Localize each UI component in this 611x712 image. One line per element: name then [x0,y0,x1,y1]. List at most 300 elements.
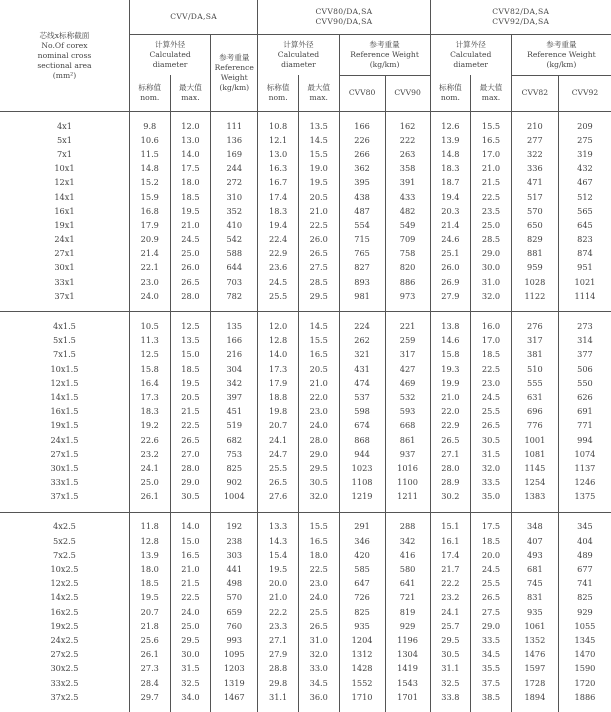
cell-value: 1254 [511,476,558,490]
cell-value: 34.5 [298,676,339,690]
cell-value: 30.5 [170,490,211,504]
cell-value: 644 [211,261,258,275]
cell-value: 17.9 [129,218,170,232]
row-label: 14x2.5 [0,591,129,605]
row-label: 7x1 [0,147,129,161]
cell-value: 352 [211,204,258,218]
cell-value: 512 [558,190,611,204]
ref-weight-label: 参考重量 [546,40,576,49]
cell-value: 32.5 [170,676,211,690]
cell-value: 1319 [211,676,258,690]
cell-value: 31.0 [298,633,339,647]
cell-value: 19.5 [170,376,211,390]
table-row [0,261,611,275]
cell-value: 24.1 [258,433,299,447]
spacer-cell [339,504,385,513]
cell-value: 26.5 [170,275,211,289]
core-section-label: 芯线x标称截面 [40,31,90,40]
cell-value: 1016 [385,461,430,475]
cell-value: 32.5 [430,676,471,690]
cell-value: 404 [558,534,611,548]
cell-value: 25.5 [258,461,299,475]
cell-value: 17.3 [129,390,170,404]
row-label: 24x2.5 [0,633,129,647]
cell-value: 30.5 [430,648,471,662]
row-label: 27x1.5 [0,447,129,461]
cell-value: 32.0 [298,490,339,504]
spacer-cell [471,112,512,120]
section-spacer [0,303,611,312]
row-label: 19x1.5 [0,419,129,433]
spacer-cell [339,112,385,120]
cell-value: 18.0 [298,548,339,562]
cell-value: 33.8 [430,690,471,704]
cell-value: 21.0 [258,591,299,605]
cell-value: 1383 [511,490,558,504]
cell-value: 659 [211,605,258,619]
cell-value: 432 [558,162,611,176]
cell-value: 17.0 [471,147,512,161]
row-label: 19x1 [0,218,129,232]
cell-value: 1246 [558,476,611,490]
cell-value: 28.4 [129,676,170,690]
cell-value: 23.5 [471,204,512,218]
spacer-cell [298,112,339,120]
cell-value: 210 [511,119,558,133]
cell-value: 580 [385,562,430,576]
spacer-cell [558,504,611,513]
spacer-cell [385,303,430,312]
cell-value: 517 [511,190,558,204]
cell-value: 825 [339,605,385,619]
cell-value: 26.5 [170,433,211,447]
cell-value: 24.5 [170,233,211,247]
cell-value: 13.5 [170,334,211,348]
cell-value: 668 [385,419,430,433]
cell-value: 14.8 [129,162,170,176]
row-label: 16x2.5 [0,605,129,619]
cell-value: 1428 [339,662,385,676]
cell-value: 22.2 [430,577,471,591]
cell-value: 20.5 [298,190,339,204]
group-title: CVV92/DA,SA [492,17,549,26]
cell-value: 22.5 [471,190,512,204]
cell-value: 29.0 [471,619,512,633]
cell-value: 1108 [339,476,385,490]
section-spacer [0,112,611,120]
ref-weight-label: Reference Weight [527,50,596,59]
cell-value: 438 [339,190,385,204]
sub-col-header [339,75,385,112]
row-label: 4x1 [0,119,129,133]
cell-value: 28.9 [430,476,471,490]
cell-value: 275 [558,133,611,147]
cell-value: 342 [211,376,258,390]
ref-weight-label: 参考重量 [369,40,399,49]
cell-value: 22.1 [129,261,170,275]
cell-value: 15.2 [129,176,170,190]
spacer-cell [471,312,512,320]
cell-value: 26.5 [471,591,512,605]
spacer-cell [558,312,611,320]
cell-value: 12.0 [170,119,211,133]
cell-value: 23.0 [298,405,339,419]
ref-weight-label: Reference [215,63,254,72]
cell-value: 11.3 [129,334,170,348]
cell-value: 1728 [511,676,558,690]
table-row [0,662,611,676]
cell-value: 570 [211,591,258,605]
cell-value: 554 [339,218,385,232]
cell-value: 13.3 [258,520,299,534]
cell-value: 1419 [385,662,430,676]
cell-value: 489 [558,548,611,562]
core-section-label: sectional area [37,61,91,70]
cell-value: 381 [511,348,558,362]
spacer-cell [385,704,430,712]
row-label: 24x1 [0,233,129,247]
spacer-cell [298,303,339,312]
cell-value: 1470 [558,648,611,662]
max-label: max. [310,93,328,102]
row-label: 12x1.5 [0,376,129,390]
spacer-cell [430,512,471,520]
cell-value: 30.0 [170,648,211,662]
row-label: 10x1 [0,162,129,176]
table-row [0,147,611,161]
ref-weight-label: Reference Weight [350,50,419,59]
cell-value: 30.5 [471,433,512,447]
core-section-label: nominal cross [38,51,92,60]
cell-value: 23.0 [471,376,512,390]
cell-value: 1894 [511,690,558,704]
calc-diameter-header [430,35,511,76]
cell-value: 23.3 [258,619,299,633]
core-section-header [0,0,129,112]
spacer-cell [129,512,170,520]
cell-value: 407 [511,534,558,548]
cell-value: 12.1 [258,133,299,147]
cell-value: 721 [385,591,430,605]
section-spacer [0,312,611,320]
spacer-cell [511,303,558,312]
cell-value: 30.5 [298,476,339,490]
cell-value: 893 [339,275,385,289]
cell-value: 14.6 [430,334,471,348]
ref-weight-label: Weight [221,73,248,82]
cell-value: 24.0 [298,591,339,605]
cell-value: 776 [511,419,558,433]
cell-value: 14.0 [170,520,211,534]
cell-value: 29.5 [298,461,339,475]
spacer-cell [258,312,299,320]
row-label: 5x1 [0,133,129,147]
cell-value: 35.5 [471,662,512,676]
cell-value: 959 [511,261,558,275]
spacer-cell [298,312,339,320]
cell-value: 1145 [511,461,558,475]
spacer-cell [430,312,471,320]
row-label: 33x1.5 [0,476,129,490]
calc-diameter-label: Calculated [450,50,491,59]
group-title: CVV82/DA,SA [492,7,549,16]
cell-value: 30.0 [471,261,512,275]
cell-value: 27.1 [430,447,471,461]
cell-value: 14.0 [170,147,211,161]
spacer-cell [0,512,129,520]
row-label: 37x2.5 [0,690,129,704]
cell-value: 16.0 [471,319,512,333]
cell-value: 427 [385,362,430,376]
cell-value: 22.2 [258,605,299,619]
cell-value: 18.3 [258,204,299,218]
cell-value: 29.0 [471,247,512,261]
cell-value: 303 [211,548,258,562]
cell-value: 1476 [511,648,558,662]
cell-value: 532 [385,390,430,404]
cell-value: 34.5 [471,648,512,662]
cell-value: 395 [339,176,385,190]
cell-value: 17.5 [471,520,512,534]
cell-value: 482 [385,204,430,218]
cell-value: 682 [211,433,258,447]
cell-value: 29.7 [129,690,170,704]
cell-value: 25.0 [170,619,211,633]
cell-value: 12.5 [129,348,170,362]
cell-value: 25.0 [170,247,211,261]
cell-value: 771 [558,419,611,433]
cell-value: 25.7 [430,619,471,633]
cell-value: 24.1 [129,461,170,475]
cell-value: 33.5 [471,633,512,647]
cell-value: 31.1 [258,690,299,704]
cell-value: 18.5 [471,348,512,362]
spacer-cell [170,512,211,520]
cell-value: 24.5 [258,275,299,289]
cell-value: 1597 [511,662,558,676]
cell-value: 1081 [511,447,558,461]
cell-value: 23.2 [129,447,170,461]
cell-value: 19.5 [170,204,211,218]
cell-value: 23.0 [129,275,170,289]
row-label: 5x2.5 [0,534,129,548]
nom-label: nom. [140,93,159,102]
cell-value: 1886 [558,690,611,704]
group-title: CVV90/DA,SA [315,17,372,26]
cell-value: 703 [211,275,258,289]
cell-value: 397 [211,390,258,404]
cell-value: 17.9 [258,376,299,390]
spacer-cell [211,112,258,120]
ref-weight-label: (kg/km) [547,60,577,69]
cell-value: 25.0 [471,218,512,232]
cell-value: 487 [339,204,385,218]
cell-value: 19.4 [258,218,299,232]
spacer-cell [0,704,129,712]
table-row [0,461,611,475]
cell-value: 31.1 [430,662,471,676]
cell-value: 674 [339,419,385,433]
cell-value: 391 [385,176,430,190]
cell-value: 1710 [339,690,385,704]
spacer-cell [430,112,471,120]
cell-value: 321 [339,348,385,362]
cell-value: 542 [211,233,258,247]
ref-weight-label: (kg/km) [219,83,249,92]
cell-value: 510 [511,362,558,376]
row-label: 33x1 [0,275,129,289]
cell-value: 23.6 [258,261,299,275]
cell-value: 493 [511,548,558,562]
cell-value: 25.0 [129,476,170,490]
cell-value: 1312 [339,648,385,662]
table-row [0,275,611,289]
table-row [0,204,611,218]
cell-value: 474 [339,376,385,390]
cell-value: 266 [339,147,385,161]
spacer-cell [558,704,611,712]
spacer-cell [558,112,611,120]
cell-value: 19.5 [258,562,299,576]
spacer-cell [211,512,258,520]
cell-value: 26.5 [298,619,339,633]
cell-value: 12.8 [129,534,170,548]
core-section-label: No.Of corex [41,41,87,50]
row-label: 5x1.5 [0,334,129,348]
cell-value: 13.9 [129,548,170,562]
cell-value: 18.7 [430,176,471,190]
cell-value: 18.5 [170,362,211,376]
cell-value: 1204 [339,633,385,647]
cell-value: 29.8 [258,676,299,690]
spacer-cell [430,303,471,312]
row-label: 12x2.5 [0,577,129,591]
cell-value: 262 [339,334,385,348]
max-header [298,75,339,112]
table-row [0,233,611,247]
cell-value: 537 [339,390,385,404]
cell-value: 20.7 [129,605,170,619]
cell-value: 342 [385,534,430,548]
cell-value: 825 [558,591,611,605]
cell-value: 28.0 [430,461,471,475]
spacer-cell [211,303,258,312]
cell-value: 29.5 [170,633,211,647]
table-row [0,390,611,404]
cell-value: 17.4 [430,548,471,562]
sub-col-header [511,75,558,112]
cell-value: 38.5 [471,690,512,704]
spacer-cell [298,512,339,520]
table-row [0,676,611,690]
cell-value: 28.0 [170,461,211,475]
cell-value: 951 [558,261,611,275]
cell-value: 28.0 [170,289,211,303]
nom-label: nom. [269,93,288,102]
cell-value: 216 [211,348,258,362]
max-label: max. [482,93,500,102]
spacer-cell [339,303,385,312]
table-row [0,534,611,548]
cell-value: 588 [211,247,258,261]
cell-value: 22.5 [298,562,339,576]
cell-value: 598 [339,405,385,419]
cell-value: 765 [339,247,385,261]
cell-value: 238 [211,534,258,548]
cell-value: 1203 [211,662,258,676]
spacer-cell [0,112,129,120]
table-row [0,247,611,261]
cell-value: 15.1 [430,520,471,534]
cell-value: 21.8 [129,619,170,633]
spacer-cell [258,704,299,712]
cell-value: 726 [339,591,385,605]
cell-value: 14.8 [430,147,471,161]
spacer-cell [258,504,299,513]
cell-value: 27.3 [129,662,170,676]
cell-value: 19.5 [129,591,170,605]
cell-value: 519 [211,419,258,433]
cell-value: 22.5 [298,218,339,232]
cell-value: 498 [211,577,258,591]
cell-value: 25.6 [129,633,170,647]
table-row [0,405,611,419]
cell-value: 829 [511,233,558,247]
cell-value: 21.5 [471,176,512,190]
max-label: 最大值 [480,83,503,92]
cell-value: 1701 [385,690,430,704]
spacer-cell [471,512,512,520]
calc-diameter-label: 计算外径 [283,40,313,49]
table-row [0,218,611,232]
cell-value: 585 [339,562,385,576]
cell-value: 993 [211,633,258,647]
cell-value: 19.3 [430,362,471,376]
cell-value: 22.6 [129,433,170,447]
cell-value: 304 [211,362,258,376]
sub-col-label: CVV92 [572,88,598,97]
cell-value: 1061 [511,619,558,633]
header-row-groups [0,0,611,35]
cell-value: 645 [558,218,611,232]
ref-weight-header [511,35,611,76]
spacer-cell [471,704,512,712]
table-row [0,176,611,190]
cell-value: 26.5 [471,419,512,433]
cell-value: 29.5 [298,289,339,303]
cell-value: 868 [339,433,385,447]
cell-value: 37.5 [471,676,512,690]
cell-value: 937 [385,447,430,461]
spacer-cell [339,704,385,712]
cell-value: 11.8 [129,520,170,534]
cell-value: 24.7 [258,447,299,461]
cell-value: 20.5 [170,390,211,404]
row-label: 16x1.5 [0,405,129,419]
group-title: CVV/DA,SA [170,12,217,21]
spacer-cell [430,704,471,712]
row-label: 4x1.5 [0,319,129,333]
cell-value: 420 [339,548,385,562]
cell-value: 27.9 [258,648,299,662]
cell-value: 21.0 [298,376,339,390]
spacer-cell [170,312,211,320]
cell-value: 18.0 [129,562,170,576]
group-header-1 [129,0,257,35]
row-label: 19x2.5 [0,619,129,633]
cell-value: 1122 [511,289,558,303]
group-title: CVV80/DA,SA [315,7,372,16]
